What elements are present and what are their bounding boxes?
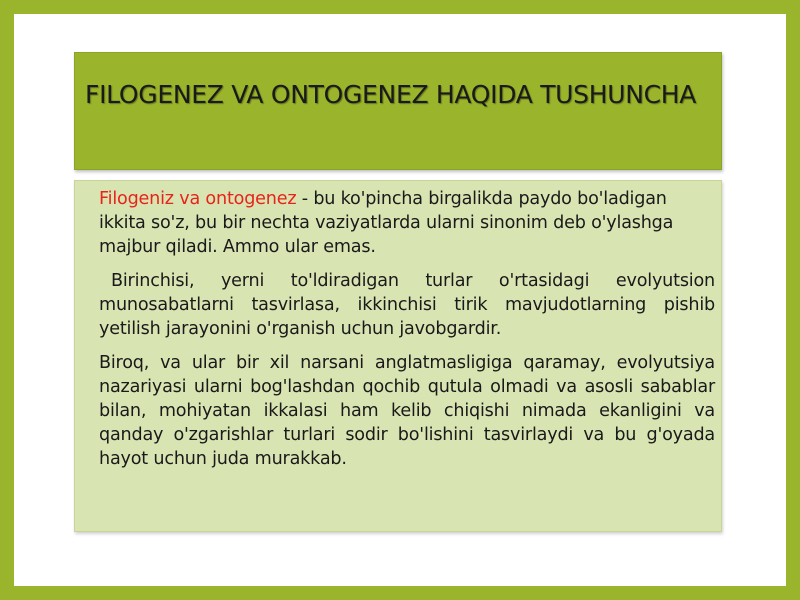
paragraph-1-text: - bu ko'pincha birgalikda paydo bo'ladigan ikkita so'z, bu bir nechta vaziyatlarda ularni sinonim deb o'ylashga majbur qiladi. Ammo ular emas. [99,189,674,257]
slide-title: FILOGENEZ VA ONTOGENEZ HAQIDA TUSHUNCHA [85,80,697,109]
slide [14,14,786,586]
content-body [99,187,715,481]
content-box [74,180,722,532]
title-box [74,52,722,170]
paragraph-3: Biroq, va ular bir xil narsani anglatmasligiga qaramay, evolyutsiya nazariyasi ularni bog'lashdan qochib qutula olmadi va asosli sabablar bilan, mohiyatan ikkalasi ham kelib chiqishi nimada ekanligini va qanday o'zgarishlar turlari sodir bo'lishini tasvirlaydi va bu g'oyada hayot uchun juda murakkab. [99,353,715,469]
paragraph-1 [99,187,715,259]
highlighted-term: Filogeniz va ontogenez [99,189,297,209]
paragraph-2: Birinchisi, yerni to'ldiradigan turlar o'rtasidagi evolyutsion munosabatlarni tasvirlasa, ikkinchisi tirik mavjudotlarning pishib yetilish jarayonini o'rganish uchun javobgardir. [99,271,715,339]
